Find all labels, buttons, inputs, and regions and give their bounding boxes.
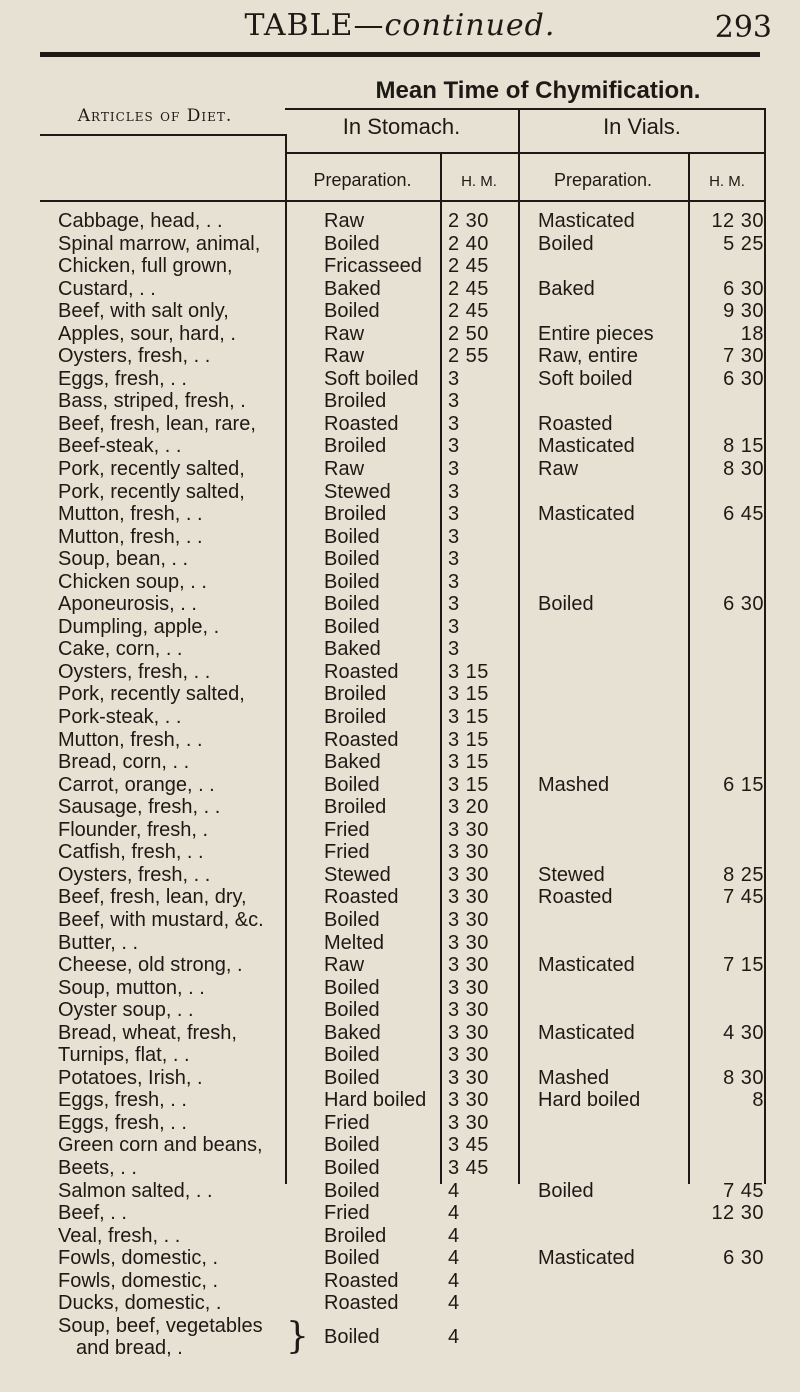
vials-time-cell: 6 15 [723,773,764,796]
stomach-preparation-cell: Boiled [324,1325,380,1348]
vials-time-cell: 8 30 [723,1066,764,1089]
vials-preparation-cell: Masticated [538,435,635,458]
stomach-time-cell: 3 30 [448,818,489,841]
stomach-preparation-cell: Broiled [324,1224,387,1247]
stomach-time-cell: 4 [448,1247,460,1270]
article-cell: Butter, . . [58,931,139,954]
article-cell: Bread, corn, . . [58,751,190,774]
article-cell: Catfish, fresh, . . [58,841,204,864]
stomach-time-cell: 4 [448,1325,460,1348]
stomach-time-cell: 3 30 [448,1044,489,1067]
table-row [40,323,766,346]
vials-preparation-cell: Raw [538,458,579,481]
article-cell: Ducks, domestic, . [58,1292,222,1315]
article-cell: Chicken soup, . . [58,570,207,593]
rule-under-super-title [285,108,766,110]
article-cell: Apples, sour, hard, . [58,322,236,345]
stomach-time-cell: 3 [448,638,460,661]
article-cell: Green corn and beans, [58,1134,263,1157]
vials-preparation-cell: Hard boiled [538,1089,641,1112]
table-row [40,390,766,413]
in-vials-title: In Vials. [603,114,681,139]
article-cell: Mutton, fresh, . . [58,525,203,548]
stomach-time-cell: 4 [448,1202,460,1225]
article-cell: Mutton, fresh, . . [58,503,203,526]
stomach-preparation-cell: Boiled [324,570,380,593]
vials-preparation-cell: Roasted [538,886,613,909]
stomach-time-cell: 2 45 [448,277,489,300]
vials-time-cell: 12 30 [711,210,764,232]
table-row [40,796,766,819]
article-cell: Soup, mutton, . . [58,976,205,999]
article-cell: Pork, recently salted, [58,683,245,706]
stomach-time-cell: 3 30 [448,1111,489,1134]
vials-time-cell: 5 25 [723,232,764,255]
stomach-time-cell: 4 [448,1224,460,1247]
stomach-time-cell: 3 [448,367,460,390]
stomach-preparation-cell: Roasted [324,412,399,435]
table-row [40,345,766,368]
stomach-time-cell: 3 30 [448,976,489,999]
article-cell: Oysters, fresh, . . [58,863,211,886]
table-row [40,368,766,391]
vials-time-cell: 7 15 [723,954,764,977]
article-cell: Turnips, flat, . . [58,1044,190,1067]
stomach-preparation-cell: Fried [324,1202,370,1225]
stomach-preparation-header: Preparation. [313,170,412,190]
table-row [40,683,766,706]
article-cell: Veal, fresh, . . [58,1224,181,1247]
running-title [0,8,800,43]
stomach-preparation-cell: Boiled [324,1134,380,1157]
stomach-time-cell: 3 20 [448,796,489,819]
stomach-time-cell: 3 [448,503,460,526]
article-cell: Beef, with mustard, &c. [58,908,264,931]
stomach-preparation-cell: Baked [324,277,381,300]
stomach-preparation-cell: Boiled [324,525,380,548]
vials-preparation-cell: Baked [538,277,595,300]
article-cell: Cake, corn, . . [58,638,183,661]
article-cell [58,1315,296,1359]
article-cell: Dumpling, apple, . [58,615,220,638]
table-row [40,616,766,639]
table-row [40,481,766,504]
vials-preparation-cell: Roasted [538,412,613,435]
stomach-time-cell: 3 45 [448,1156,489,1179]
stomach-preparation-cell: Fried [324,1111,370,1134]
table-row [40,638,766,661]
table-row [40,1180,766,1203]
stomach-preparation-cell: Boiled [324,593,380,616]
table-row [40,1067,766,1090]
vials-preparation-cell: Mashed [538,773,610,796]
vials-preparation-cell: Masticated [538,954,635,977]
vials-time-cell: 18 [740,322,764,345]
vials-time-cell: 6 30 [723,367,764,390]
stomach-time-cell: 3 15 [448,660,489,683]
stomach-time-cell: 3 [448,615,460,638]
article-cell: Pork, recently salted, [58,458,245,481]
table-row [40,864,766,887]
stomach-time-cell: 3 [448,548,460,571]
stomach-preparation-cell: Fried [324,818,370,841]
page-number: 293 [714,10,772,45]
table-row [40,233,766,256]
stomach-preparation-cell: Boiled [324,300,380,323]
article-cell: Mutton, fresh, . . [58,728,203,751]
vials-preparation-cell: Boiled [538,593,594,616]
table-row [40,999,766,1022]
article-cell: Chicken, full grown, [58,255,233,278]
table-row [40,526,766,549]
stomach-time-cell: 3 30 [448,1089,489,1112]
article-cell: Flounder, fresh, . [58,818,209,841]
stomach-time-cell: 3 30 [448,1021,489,1044]
stomach-preparation-cell: Boiled [324,1156,380,1179]
stomach-preparation-cell: Broiled [324,683,387,706]
table-row [40,1225,766,1248]
table-row [40,1270,766,1293]
stomach-preparation-cell: Baked [324,638,381,661]
vials-time-cell: 6 45 [723,503,764,526]
top-rule [40,52,760,57]
vials-time-cell: 7 45 [723,886,764,909]
article-cell: Cheese, old strong, . [58,954,243,977]
stomach-preparation-cell: Raw [324,345,365,368]
stomach-preparation-cell: Raw [324,954,365,977]
stomach-time-cell: 2 55 [448,345,489,368]
table-super-title: Mean Time of Chymification. [375,77,701,104]
stomach-preparation-cell: Boiled [324,232,380,255]
vials-time-cell: 7 30 [723,345,764,368]
in-stomach-title: In Stomach. [342,114,461,139]
vials-time-cell: 8 30 [723,458,764,481]
stomach-time-cell: 3 15 [448,773,489,796]
article-cell: Pork-steak, . . [58,706,182,729]
article-cell: Carrot, orange, . . [58,773,215,796]
stomach-time-cell: 4 [448,1292,460,1315]
article-cell: Beef-steak, . . [58,435,182,458]
vials-time-cell: 6 30 [723,593,764,616]
stomach-time-cell: 3 30 [448,1066,489,1089]
table-row [40,300,766,323]
table-row [40,1134,766,1157]
stomach-preparation-cell: Boiled [324,999,380,1022]
stomach-time-cell: 3 [448,570,460,593]
stomach-preparation-cell: Roasted [324,728,399,751]
stomach-time-cell: 3 30 [448,954,489,977]
stomach-time-cell: 3 30 [448,908,489,931]
vials-time-cell: 9 30 [723,300,764,323]
article-cell: Oysters, fresh, . . [58,345,211,368]
stomach-time-cell: 2 40 [448,232,489,255]
article-cell: Custard, . . [58,277,156,300]
stomach-time-cell: 2 45 [448,255,489,278]
stomach-time-cell: 4 [448,1269,460,1292]
stomach-preparation-cell: Boiled [324,908,380,931]
stomach-preparation-cell: Roasted [324,886,399,909]
stomach-preparation-cell: Boiled [324,1247,380,1270]
vials-preparation-cell: Mashed [538,1066,610,1089]
article-cell: Fowls, domestic, . [58,1269,219,1292]
table-row [40,819,766,842]
stomach-preparation-cell: Melted [324,931,385,954]
table-row [40,1202,766,1225]
article-cell: Pork, recently salted, [58,480,245,503]
stomach-preparation-cell: Broiled [324,390,387,413]
vials-preparation-cell: Masticated [538,503,635,526]
stomach-time-cell: 3 [448,525,460,548]
table-row [40,909,766,932]
article-cell: Beets, . . [58,1156,137,1179]
stomach-time-cell: 3 [448,593,460,616]
rule-under-articles-title [40,134,285,136]
table-row [40,593,766,616]
stomach-preparation-cell: Boiled [324,615,380,638]
stomach-preparation-cell: Boiled [324,548,380,571]
stomach-preparation-cell: Raw [324,210,365,232]
article-cell: Oysters, fresh, . . [58,660,211,683]
stomach-preparation-cell: Stewed [324,863,391,886]
table-row [40,774,766,797]
table-row [40,255,766,278]
stomach-time-cell: 3 [448,480,460,503]
vials-preparation-cell: Boiled [538,232,594,255]
stomach-time-cell: 3 30 [448,841,489,864]
stomach-preparation-cell: Roasted [324,1269,399,1292]
table-row [40,435,766,458]
rule-under-subheaders [40,200,766,202]
vials-preparation-header: Preparation. [553,170,653,190]
vials-time-cell: 8 25 [723,863,764,886]
stomach-preparation-cell: Raw [324,322,365,345]
vials-time-cell: 12 30 [711,1202,764,1225]
vials-preparation-cell: Masticated [538,210,635,232]
stomach-time-cell: 3 45 [448,1134,489,1157]
table-row [40,706,766,729]
table-row [40,1112,766,1135]
rule-under-group-titles [285,152,766,154]
table-row [40,571,766,594]
brace-symbol: } [286,1315,309,1357]
stomach-time-cell: 3 15 [448,706,489,729]
article-cell: Sausage, fresh, . . [58,796,221,819]
running-title-plain: TABLE— [244,8,385,43]
stomach-preparation-cell: Boiled [324,1066,380,1089]
stomach-time-cell: 3 30 [448,999,489,1022]
table-row [40,458,766,481]
vials-time-cell: 7 45 [723,1179,764,1202]
table-row [40,548,766,571]
stomach-time-cell: 4 [448,1179,460,1202]
table-row [40,278,766,301]
article-cell: Oyster soup, . . [58,999,194,1022]
stomach-time-cell: 3 30 [448,886,489,909]
table-row [40,954,766,977]
table-row [40,886,766,909]
article-cell: Beef, . . [58,1202,127,1225]
stomach-preparation-cell: Roasted [324,660,399,683]
table-row [40,729,766,752]
table-row [40,1044,766,1067]
table-row [40,503,766,526]
stomach-preparation-cell: Boiled [324,1044,380,1067]
article-cell: Soup, bean, . . [58,548,189,571]
stomach-time-cell: 3 30 [448,863,489,886]
stomach-preparation-cell: Raw [324,458,365,481]
vials-preparation-cell: Soft boiled [538,367,633,390]
table-row [40,1315,766,1360]
article-cell: Beef, fresh, lean, dry, [58,886,247,909]
stomach-time-header: H. M. [461,173,497,190]
vials-time-cell: 4 30 [723,1021,764,1044]
stomach-preparation-cell: Baked [324,751,381,774]
table-row [40,932,766,955]
vials-preparation-cell: Raw, entire [538,345,639,368]
article-cell: Bread, wheat, fresh, [58,1021,237,1044]
article-line: Soup, beef, vegetables [58,1314,263,1337]
vials-preparation-cell: Entire pieces [538,322,654,345]
stomach-time-cell: 3 [448,412,460,435]
stomach-time-cell: 2 30 [448,210,489,232]
table-row [40,1247,766,1270]
stomach-time-cell: 2 45 [448,300,489,323]
stomach-preparation-cell: Boiled [324,976,380,999]
vials-time-cell: 6 30 [723,277,764,300]
article-cell: Spinal marrow, animal, [58,232,261,255]
table-row [40,210,766,233]
stomach-preparation-cell: Soft boiled [324,367,419,390]
article-line: and bread, . [76,1336,183,1359]
stomach-time-cell: 3 [448,390,460,413]
table-row [40,661,766,684]
table-row [40,1089,766,1112]
article-cell: Eggs, fresh, . . [58,1111,187,1134]
vials-time-header: H. M. [709,173,745,190]
table-row [40,1157,766,1180]
stomach-preparation-cell: Broiled [324,706,387,729]
stomach-preparation-cell: Hard boiled [324,1089,427,1112]
stomach-time-cell: 3 15 [448,683,489,706]
table-row [40,1292,766,1315]
vials-time-cell: 8 15 [723,435,764,458]
stomach-preparation-cell: Broiled [324,503,387,526]
article-cell: Potatoes, Irish, . [58,1066,203,1089]
vials-preparation-cell: Stewed [538,863,605,886]
stomach-time-cell: 3 30 [448,931,489,954]
stomach-time-cell: 2 50 [448,322,489,345]
stomach-preparation-cell: Boiled [324,1179,380,1202]
stomach-time-cell: 3 15 [448,728,489,751]
running-title-italic: continued. [384,8,556,43]
stomach-preparation-cell: Broiled [324,796,387,819]
article-cell: Eggs, fresh, . . [58,367,187,390]
stomach-preparation-cell: Fricasseed [324,255,422,278]
vials-preparation-cell: Masticated [538,1247,635,1270]
stomach-time-cell: 3 [448,435,460,458]
vials-time-cell: 8 [752,1089,764,1112]
vials-time-cell: 6 30 [723,1247,764,1270]
stomach-preparation-cell: Fried [324,841,370,864]
table-row [40,977,766,1000]
article-cell: Eggs, fresh, . . [58,1089,187,1112]
stomach-preparation-cell: Broiled [324,435,387,458]
stomach-time-cell: 3 [448,458,460,481]
table-body [40,210,766,1360]
stomach-time-cell: 3 15 [448,751,489,774]
stomach-preparation-cell: Roasted [324,1292,399,1315]
table-row [40,413,766,436]
table-row [40,751,766,774]
article-cell: Cabbage, head, . . [58,210,223,232]
vials-preparation-cell: Masticated [538,1021,635,1044]
vials-preparation-cell: Boiled [538,1179,594,1202]
article-cell: Fowls, domestic, . [58,1247,219,1270]
articles-column-title: Articles of Diet. [77,106,233,126]
article-cell: Beef, fresh, lean, rare, [58,412,256,435]
stomach-preparation-cell: Boiled [324,773,380,796]
article-cell: Salmon salted, . . [58,1179,213,1202]
article-cell: Bass, striped, fresh, . [58,390,246,413]
stomach-preparation-cell: Baked [324,1021,381,1044]
article-cell: Aponeurosis, . . [58,593,197,616]
stomach-preparation-cell: Stewed [324,480,391,503]
table-row [40,1022,766,1045]
article-cell: Beef, with salt only, [58,300,229,323]
page-header [0,0,800,60]
table-row [40,841,766,864]
chymification-table [40,62,766,1392]
